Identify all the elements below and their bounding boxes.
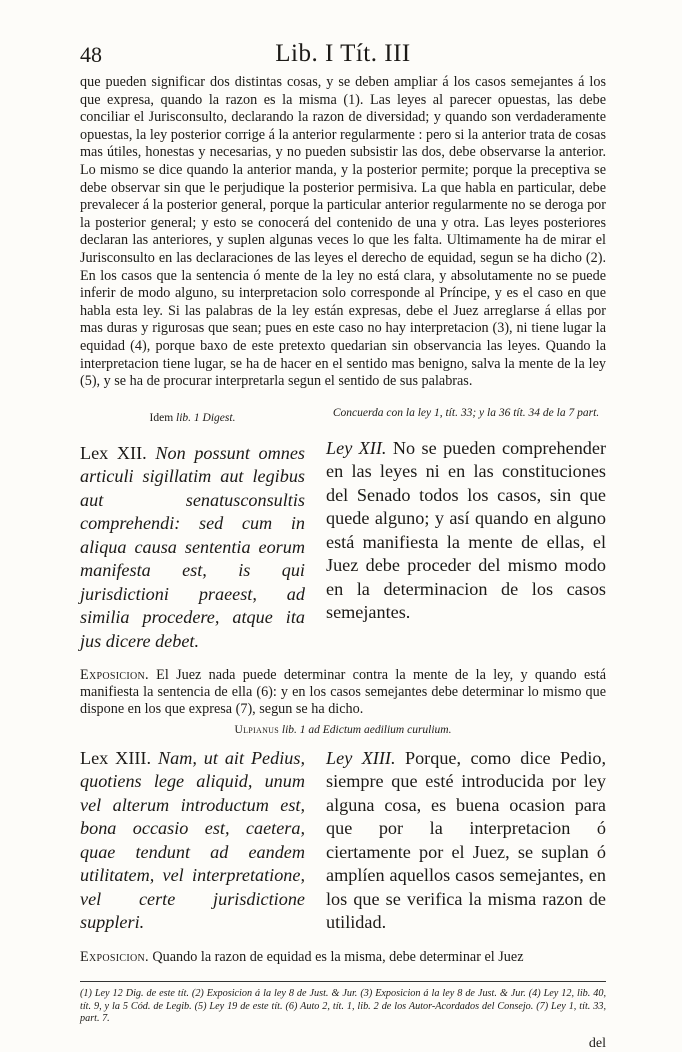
book-page <box>80 40 606 1052</box>
exposicion-13 <box>80 949 606 966</box>
exposicion-body: El Juez nada puede determinar contra la mente de la ley, y quando está manifiesta la sentencia de ella (6): y en los casos semejantes debe determinar lo mismo que dispone en los que expresa (7), segun se ha dicho. <box>80 667 606 717</box>
latin-law-text <box>80 747 305 935</box>
footnote-rule <box>80 981 606 982</box>
spanish-law-text <box>326 747 606 935</box>
spanish-law-text <box>326 437 606 625</box>
law-13-source-note <box>80 724 606 737</box>
spanish-law-number: Ley XII. <box>326 437 387 458</box>
page-header <box>80 40 606 72</box>
source-prefix: Idem <box>149 411 174 424</box>
source-rest: lib. 1 ad Edictum aedilium curulium. <box>281 723 452 736</box>
law-12-columns <box>80 407 606 654</box>
spanish-law-body: No se pueden comprehender en las leyes ni en las constituciones del Senado todos los casos, sin que quede alguno; y así quando en alguno está manifiesta la mente de ellas, el Juez debe proceder del mismo modo en la determinacion de los casos semejantes. <box>326 437 607 623</box>
latin-law-number: Lex XIII. <box>80 747 152 768</box>
catchword: del <box>588 1035 606 1051</box>
spanish-law-body: Porque, como dice Pedio, siempre que esté introducida por ley alguna cosa, es buena ocasion para que por la interpretacion ó ciertamente por el Juez, se suplan ó amplíen aquellos casos semejantes, en los que se verifica la misma razon de utilidad. <box>326 747 607 933</box>
footnotes: (1) Ley 12 Dig. de este tít. (2) Exposicion á la ley 8 de Just. & Jur. (3) Exposicion á la ley 8 de Just. & Jur. (4) Ley 12, lib. 40, tít. 9, y la 5 Cód. de Legib. (5) Ley 19 de este tít. (6) Auto 2, tít. 1, lib. 2 de los Autor-Acordados del Consejo. (7) Ley 1, tít. 33, part. 7. <box>80 988 606 1025</box>
source-rest: lib. 1 Digest. <box>176 411 236 424</box>
latin-law-number: Lex XII. <box>80 442 147 463</box>
source-author: Ulpianus <box>234 723 279 736</box>
latin-source-note <box>80 407 305 438</box>
page-number: 48 <box>80 42 102 67</box>
latin-law-text <box>80 442 305 654</box>
spanish-column <box>326 747 606 935</box>
exposicion-label: Exposicion. <box>80 667 149 684</box>
exposicion-12 <box>80 667 606 717</box>
spanish-column <box>326 407 606 654</box>
latin-law-body: Non possunt omnes articuli sigillatim aut legibus aut senatusconsultis comprehendi: sed cum in aliqua causa sententia eorum manifesta est, is qui jurisdictioni praeest, ad similia procedere, atque ita jus dicere debet. <box>80 442 306 651</box>
exposicion-label: Exposicion. <box>80 948 149 965</box>
running-head: Lib. I Tít. III <box>275 40 411 67</box>
latin-law-body: Nam, ut ait Pedius, quotiens lege aliquid, unum vel alterum introductum est, bona occasio est, caetera, quae tendunt ad eandem utilitatem, vel interpretatione, vel certe jurisdictione suppleri. <box>80 747 305 933</box>
spanish-source-note: Concuerda con la ley 1, tít. 33; y la 36 tít. 34 de la 7 part. <box>332 406 600 419</box>
exposicion-body: Quando la razon de equidad es la misma, debe determinar el Juez <box>152 948 524 965</box>
intro-paragraph: que pueden significar dos distintas cosas, y se deben ampliar á los casos semejantes á los que expresa, quando la razon es la misma (1). Las leyes al parecer opuestas, las debe conciliar el Jurisconsulto, declarando la razon de diversidad; y quando son verdaderamente opuestas, la ley posterior corrige á la anterior regularmente : pero si la anterior trata de cosas mas útiles, honestas y necesarias, y no pueden subsistir las dos, debe observarse la anterior. Lo mismo se dice quando la anterior manda, y la posterior permite; porque la preceptiva se debe observar sin que le perjudique la posterior permisiva. La que habla en particular, debe prevalecer á la posterior general, porque la particular anterior regularmente no se deroga por la posterior general; y esto se conocerá del contenido de una y otra. Las leyes posteriores declaran las anteriores, y suplen algunas veces lo que les falta. Ultimamente ha de mirar el Jurisconsulto en las declaraciones de las leyes el derecho de equidad, segun se ha dicho (2). En los casos que la sentencia ó mente de la ley no está clara, y absolutamente no se puede inferir de modo alguno, su interpretacion solo corresponde al Príncipe, y es el caso en que habla esta ley. Si las palabras de la ley están expresas, debe el Juez arreglarse á ellas por mas duras y rigurosas que sean; pues en este caso no hay interpretacion (3), ni tiene lugar la equidad (4), porque baxo de este pretexto quedarian sin observancia las leyes. Quando la interpretacion tiene lugar, se ha de hacer en el sentido mas benigno, salva la mente de la ley (5), y se ha de procurar interpretarla segun el sentido de sus palabras. <box>80 74 606 390</box>
latin-column <box>80 407 305 654</box>
law-13-columns <box>80 747 606 935</box>
latin-column <box>80 747 305 935</box>
spanish-law-number: Ley XIII. <box>326 747 396 768</box>
